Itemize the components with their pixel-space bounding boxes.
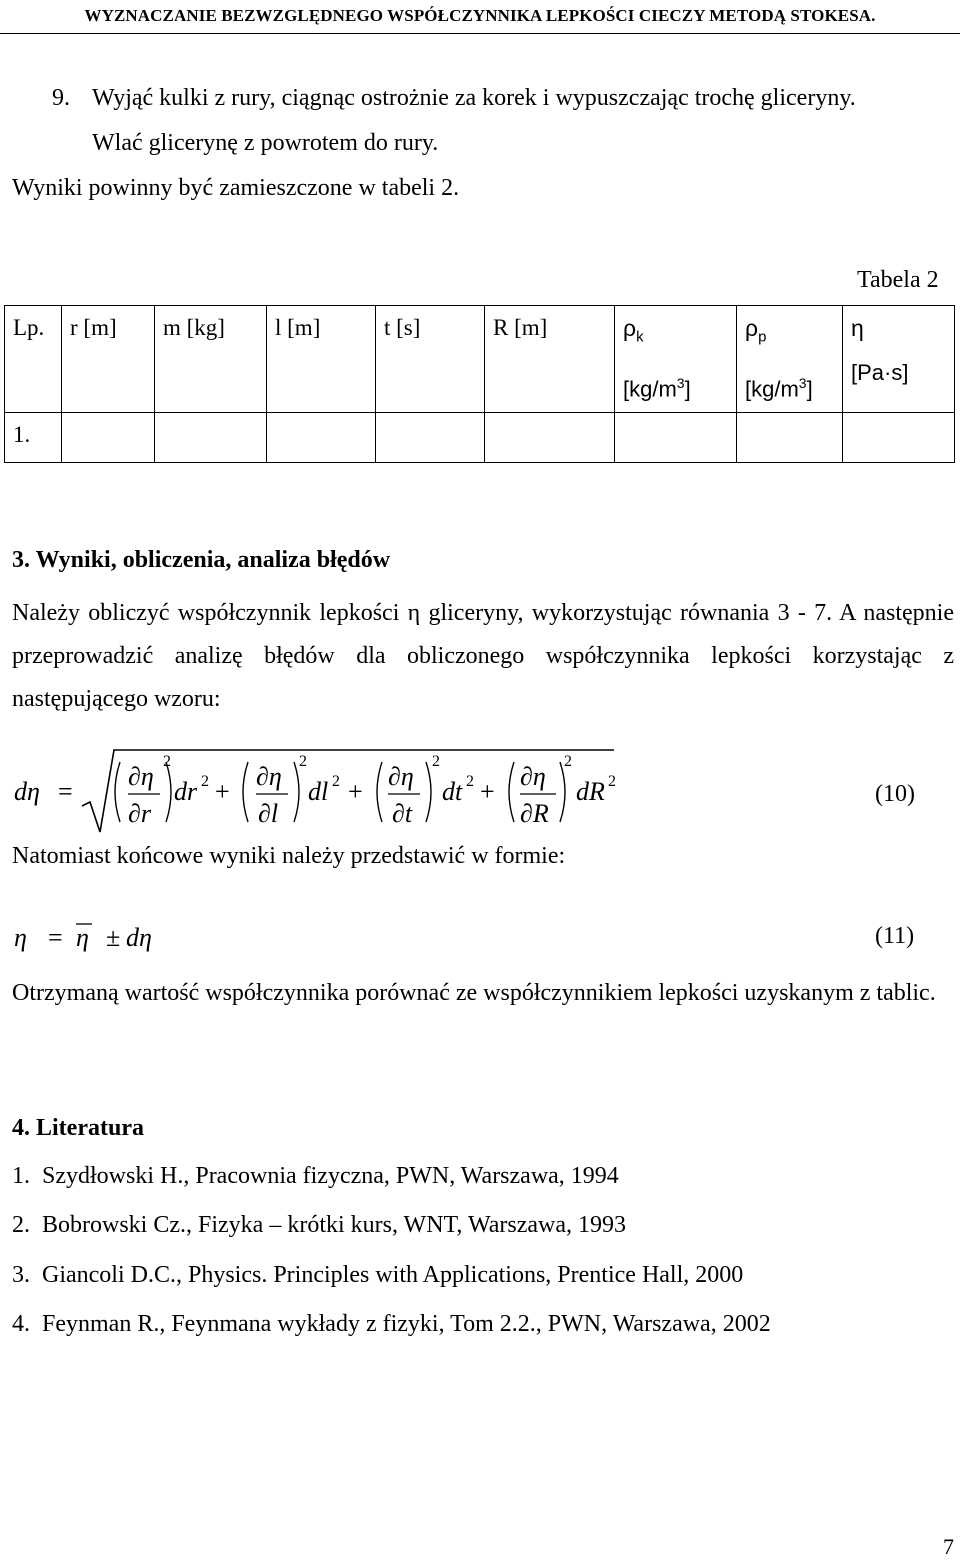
section3-para3: Otrzymaną wartość współczynnika porównać ze współczynnikiem lepkości uzyskanym z tablic. [12,980,936,1006]
equation-10-number: (10) [875,781,915,807]
row1-cell [615,412,737,462]
svg-text:∂R: ∂R [520,799,549,828]
svg-text:=: = [58,777,73,806]
page-number: 7 [943,1534,954,1559]
section3-title: 3. Wyniki, obliczenia, analiza błędów [12,547,391,573]
col-rho-k: $\rho_k$ $[kg/m^3]$ [615,306,737,413]
col-eta: η [Pa·s] [843,306,955,413]
svg-text:2: 2 [332,773,340,790]
svg-text:2: 2 [163,753,171,770]
step9-line1: Wyjąć kulki z rury, ciągnąc ostrożnie za korek i wypuszczając trochę gliceryny. [92,85,856,111]
svg-text:∂η: ∂η [128,762,154,791]
svg-text:∂r: ∂r [128,799,151,828]
svg-text:dt: dt [442,777,463,806]
svg-text:=: = [48,923,63,952]
svg-text:+: + [215,777,230,806]
page-header: WYZNACZANIE BEZWZGLĘDNEGO WSPÓŁCZYNNIKA LEPKOŚCI CIECZY METODĄ STOKESA. [84,6,876,25]
equation-10 [10,740,630,840]
col-R: R [m] [485,306,615,413]
svg-text:dR: dR [576,777,605,806]
row1-cell [485,412,615,462]
section3-para2: Natomiast końcowe wyniki należy przedstawić w formie: [12,843,566,869]
step9-line2: Wlać glicerynę z powrotem do rury. [92,130,439,156]
row1-cell [267,412,376,462]
col-l: l [m] [267,306,376,413]
row1-lp: 1. [5,412,62,462]
svg-text:dr: dr [174,777,198,806]
section4-title: 4. Literatura [12,1115,144,1141]
col-m: m [kg] [155,306,267,413]
reference-item: 3. Giancoli D.C., Physics. Principles with Applications, Prentice Hall, 2000 [12,1262,744,1288]
svg-text:∂η: ∂η [388,762,414,791]
row1-cell [155,412,267,462]
section3-para1: Należy obliczyć współczynnik lepkości η gliceryny, wykorzystując równania 3 - 7. A następnie przeprowadzić analizę błędów dla obliczonego współczynnika lepkości korzystając z następującego wzoru: [12,600,954,712]
row1-cell [376,412,485,462]
svg-text:∂η: ∂η [256,762,282,791]
col-t: t [s] [376,306,485,413]
svg-text:∂t: ∂t [392,799,413,828]
results-table [4,305,955,463]
row1-cell [737,412,843,462]
svg-text:2: 2 [564,753,572,770]
svg-text:η: η [76,923,89,952]
svg-text:+: + [480,777,495,806]
svg-text:2: 2 [299,753,307,770]
svg-text:2: 2 [432,753,440,770]
svg-text:+: + [348,777,363,806]
row1-cell [62,412,155,462]
svg-text:2: 2 [201,773,209,790]
reference-item: 1. Szydłowski H., Pracownia fizyczna, PWN, Warszawa, 1994 [12,1163,619,1189]
svg-text:±: ± [106,923,121,952]
equation-11-number: (11) [875,923,915,949]
svg-text:dη: dη [126,923,152,952]
col-rho-p: $\rho_p$ $[kg/m^3]$ [737,306,843,413]
col-r: r [m] [62,306,155,413]
col-lp: Lp. [5,306,62,413]
header-rule [0,33,960,34]
svg-text:2: 2 [466,773,474,790]
step9-number: 9. [52,85,70,111]
equation-11 [10,912,190,962]
svg-text:∂η: ∂η [520,762,546,791]
svg-text:η: η [14,923,27,952]
table-caption: Tabela 2 [857,267,939,293]
svg-text:dl: dl [308,777,329,806]
reference-item: 4. Feynman R., Feynmana wykłady z fizyki, Tom 2.2., PWN, Warszawa, 2002 [12,1311,771,1337]
svg-text:∂l: ∂l [258,799,279,828]
svg-text:2: 2 [608,773,616,790]
row1-cell [843,412,955,462]
svg-text:dη: dη [14,777,40,806]
results-note: Wyniki powinny być zamieszczone w tabeli 2. [12,175,460,201]
reference-item: 2. Bobrowski Cz., Fizyka – krótki kurs, WNT, Warszawa, 1993 [12,1212,626,1238]
